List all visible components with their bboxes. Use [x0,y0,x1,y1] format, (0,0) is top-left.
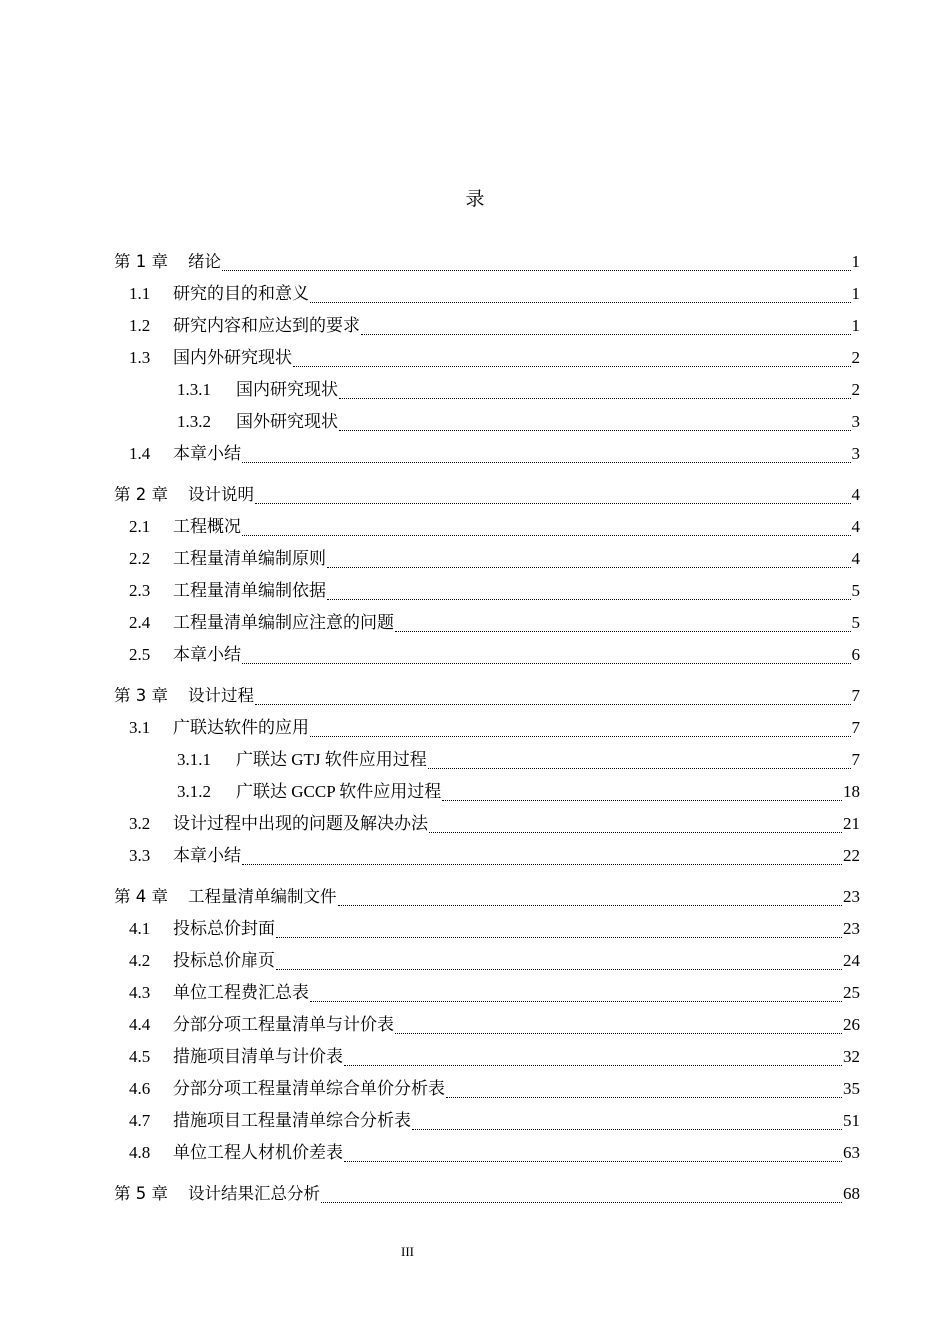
toc-entry-label: 单位工程费汇总表 [173,983,309,1002]
toc-entry-label: 绪论 [188,252,221,271]
toc-entry-number: 3.2 [129,814,151,833]
toc-entry-label: 投标总价封面 [173,919,275,938]
toc-dot-leader [242,535,851,536]
toc-entry-page: 32 [843,1047,860,1066]
toc-dot-leader [412,1129,842,1130]
toc-entry-label: 工程量清单编制文件 [188,887,337,906]
toc-entry-page: 5 [851,613,860,632]
toc-section-entry[interactable] [114,310,860,342]
toc-entry-page: 4 [851,517,860,536]
toc-dot-leader [361,334,851,335]
toc-entry-label: 工程量清单编制依据 [173,581,326,600]
toc-dot-leader [442,800,842,801]
toc-section-entry[interactable] [114,1137,860,1169]
toc-section-entry[interactable] [114,1041,860,1073]
toc-entry-page: 63 [843,1143,860,1162]
toc-dot-leader [293,366,851,367]
toc-entry-number: 1.3.1 [177,380,211,399]
toc-entry-number: 第 2 章 [114,485,168,504]
toc-section-entry[interactable] [114,744,860,776]
toc-entry-label: 广联达软件的应用 [173,718,309,737]
toc-section-entry[interactable] [114,977,860,1009]
toc-entry-number: 3.1.2 [177,782,211,801]
page-number: III [401,1244,414,1259]
toc-entry-page: 35 [843,1079,860,1098]
toc-entry-page: 4 [851,549,860,568]
toc-entry-label: 国内研究现状 [236,380,338,399]
toc-section-entry[interactable] [114,1073,860,1105]
toc-entry-label: 设计过程 [188,686,254,705]
toc-entry-number: 3.3 [129,846,151,865]
toc-entry-page: 3 [851,412,860,431]
toc-entry-number: 4.1 [129,919,151,938]
toc-dot-leader [428,768,851,769]
toc-entry-page: 3 [851,444,860,463]
toc-entry-page: 7 [851,718,860,737]
toc-entry-number: 4.3 [129,983,151,1002]
toc-entry-label: 设计说明 [188,485,254,504]
toc-dot-leader [395,1033,842,1034]
toc-entry-number: 2.1 [129,517,151,536]
toc-dot-leader [242,663,851,664]
toc-section-entry[interactable] [114,278,860,310]
toc-chapter-entry[interactable] [114,246,860,278]
toc-entry-page: 7 [851,750,860,769]
toc-dot-leader [276,937,842,938]
toc-title: 录 [465,189,485,210]
toc-entry-label: 国内外研究现状 [173,348,292,367]
toc-section-entry[interactable] [114,945,860,977]
toc-dot-leader [255,704,851,705]
toc-entry-label: 研究内容和应达到的要求 [173,316,360,335]
toc-entry-page: 51 [843,1111,860,1130]
toc-chapter-entry[interactable] [114,1178,860,1210]
toc-dot-leader [446,1097,842,1098]
toc-entry-number: 1.2 [129,316,151,335]
toc-entry-page: 22 [843,846,860,865]
toc-section-entry[interactable] [114,438,860,470]
toc-section-entry[interactable] [114,776,860,808]
toc-section-entry[interactable] [114,913,860,945]
toc-dot-leader [242,864,842,865]
toc-section-entry[interactable] [114,374,860,406]
toc-entry-page: 2 [851,348,860,367]
toc-entry-number: 第 3 章 [114,686,168,705]
toc-dot-leader [276,969,842,970]
toc-entry-page: 68 [843,1184,860,1203]
toc-entry-page: 18 [843,782,860,801]
toc-dot-leader [344,1065,842,1066]
toc-entry-number: 4.5 [129,1047,151,1066]
table-of-contents [114,246,860,1210]
toc-dot-leader [395,631,851,632]
toc-entry-page: 1 [851,284,860,303]
toc-section-entry[interactable] [114,607,860,639]
toc-dot-leader [222,270,851,271]
toc-entry-label: 措施项目清单与计价表 [173,1047,343,1066]
toc-entry-number: 第 4 章 [114,887,168,906]
toc-entry-label: 本章小结 [173,645,241,664]
toc-entry-page: 21 [843,814,860,833]
toc-entry-page: 5 [851,581,860,600]
toc-entry-number: 2.2 [129,549,151,568]
toc-entry-number: 第 5 章 [114,1184,168,1203]
toc-section-entry[interactable] [114,406,860,438]
toc-entry-label: 分部分项工程量清单综合单价分析表 [173,1079,445,1098]
toc-entry-label: 措施项目工程量清单综合分析表 [173,1111,411,1130]
toc-entry-page: 23 [843,919,860,938]
toc-entry-number: 1.4 [129,444,151,463]
toc-entry-page: 26 [843,1015,860,1034]
toc-dot-leader [310,302,851,303]
toc-section-entry[interactable] [114,342,860,374]
toc-dot-leader [339,430,851,431]
toc-entry-number: 4.6 [129,1079,151,1098]
toc-section-entry[interactable] [114,1009,860,1041]
toc-entry-label: 国外研究现状 [236,412,338,431]
toc-entry-number: 4.4 [129,1015,151,1034]
toc-section-entry[interactable] [114,712,860,744]
toc-entry-page: 1 [851,316,860,335]
toc-entry-label: 分部分项工程量清单与计价表 [173,1015,394,1034]
toc-section-entry[interactable] [114,511,860,543]
toc-entry-number: 2.3 [129,581,151,600]
toc-section-entry[interactable] [114,575,860,607]
toc-entry-number: 3.1 [129,718,151,737]
toc-entry-page: 6 [851,645,860,664]
toc-entry-number: 1.3.2 [177,412,211,431]
toc-entry-label: 广联达 GCCP 软件应用过程 [236,782,442,801]
toc-dot-leader [321,1202,842,1203]
toc-section-entry[interactable] [114,1105,860,1137]
toc-section-entry[interactable] [114,808,860,840]
toc-entry-page: 7 [851,686,860,705]
toc-entry-page: 23 [843,887,860,906]
toc-entry-label: 投标总价扉页 [173,951,275,970]
toc-dot-leader [429,832,842,833]
toc-entry-label: 工程量清单编制原则 [173,549,326,568]
toc-entry-label: 工程量清单编制应注意的问题 [173,613,394,632]
toc-entry-label: 工程概况 [173,517,241,536]
toc-entry-number: 4.8 [129,1143,151,1162]
toc-dot-leader [338,905,843,906]
toc-dot-leader [242,462,851,463]
toc-entry-label: 本章小结 [173,846,241,865]
toc-dot-leader [327,599,851,600]
toc-entry-label: 本章小结 [173,444,241,463]
toc-entry-page: 1 [851,252,860,271]
toc-entry-number: 2.4 [129,613,151,632]
toc-entry-number: 1.3 [129,348,151,367]
toc-dot-leader [339,398,851,399]
toc-dot-leader [310,736,851,737]
toc-entry-page: 24 [843,951,860,970]
toc-entry-label: 设计过程中出现的问题及解决办法 [173,814,428,833]
toc-entry-number: 3.1.1 [177,750,211,769]
toc-dot-leader [344,1161,842,1162]
toc-entry-number: 4.7 [129,1111,151,1130]
toc-dot-leader [310,1001,842,1002]
toc-entry-number: 4.2 [129,951,151,970]
toc-section-entry[interactable] [114,840,860,872]
toc-dot-leader [327,567,851,568]
toc-entry-page: 25 [843,983,860,1002]
toc-entry-label: 广联达 GTJ 软件应用过程 [236,750,427,769]
toc-chapter-entry[interactable] [114,680,860,712]
toc-entry-number: 第 1 章 [114,252,168,271]
toc-entry-page: 2 [851,380,860,399]
toc-entry-label: 设计结果汇总分析 [188,1184,320,1203]
toc-entry-label: 单位工程人材机价差表 [173,1143,343,1162]
toc-entry-number: 2.5 [129,645,151,664]
toc-dot-leader [255,503,851,504]
toc-chapter-entry[interactable] [114,881,860,913]
toc-entry-number: 1.1 [129,284,151,303]
toc-entry-page: 4 [851,485,860,504]
toc-section-entry[interactable] [114,543,860,575]
toc-chapter-entry[interactable] [114,479,860,511]
toc-section-entry[interactable] [114,639,860,671]
toc-entry-label: 研究的目的和意义 [173,284,309,303]
